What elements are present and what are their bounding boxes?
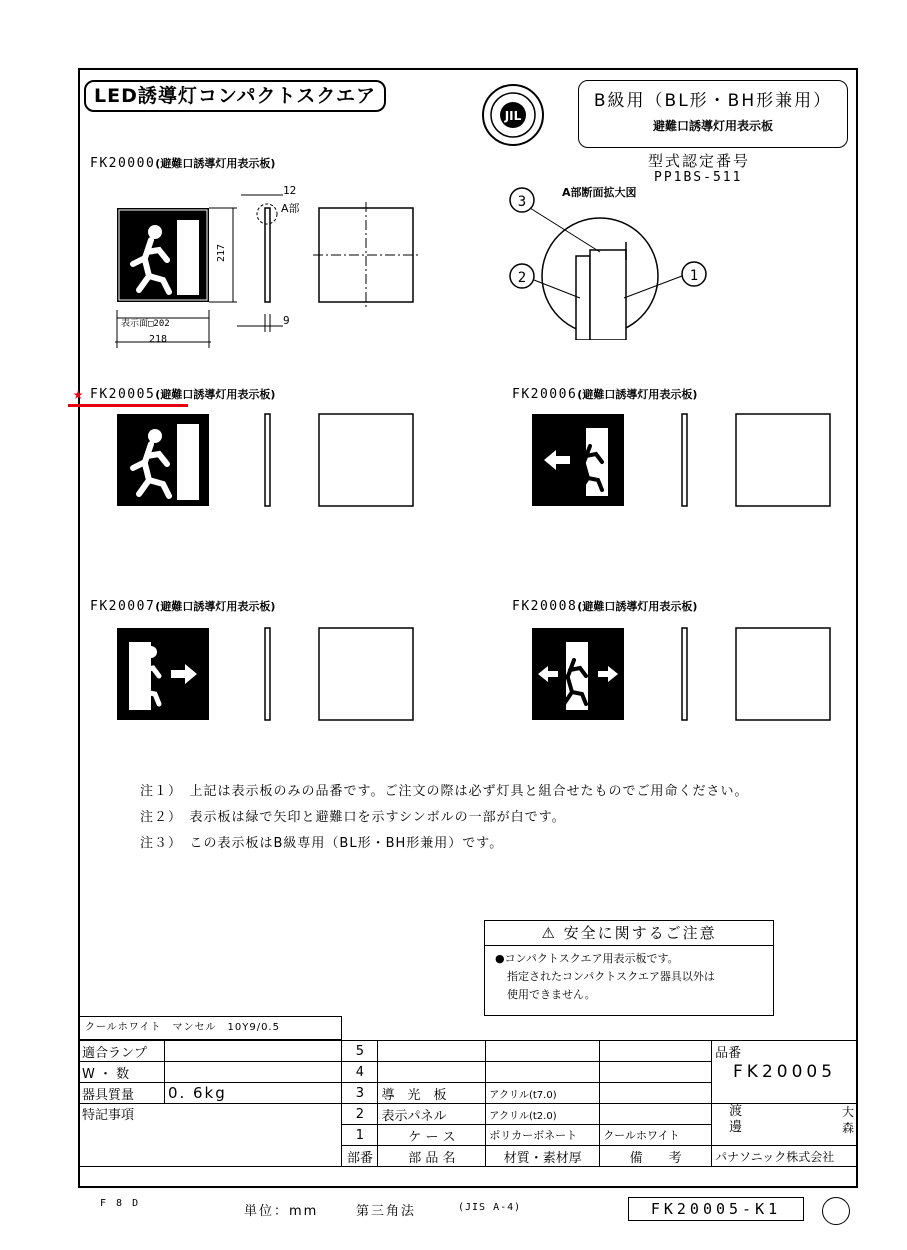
fk20007-label: FK20007(避難口誘導灯用表示板) (90, 599, 276, 614)
part-5-name (378, 1041, 486, 1062)
highlight-star: ★ (73, 384, 84, 404)
cert-number: PP1BS-511 (654, 170, 743, 185)
seal-text: JIL (504, 109, 522, 123)
header-no: 部番 (342, 1146, 378, 1167)
fk20000-label: FK20000(避難口誘導灯用表示板) (90, 156, 276, 171)
certification-seal (478, 80, 548, 150)
part-number: FK20005 (712, 1062, 858, 1104)
part-1-name: ケ ー ス (378, 1125, 486, 1146)
grade-subtext: 避難口誘導灯用表示板 (652, 119, 773, 133)
drawing-number: FK20005-K1 (628, 1197, 804, 1221)
safety-notice (484, 920, 774, 1016)
lamp-label: 適合ランプ (79, 1041, 165, 1062)
dim-202: 表示面□202 (121, 319, 170, 329)
fk20008-drawing (520, 624, 840, 724)
header-material: 材質・素材厚 (486, 1146, 600, 1167)
footer-code: F 8 D (100, 1198, 141, 1209)
part-1-material: ポリカーボネート (486, 1125, 600, 1146)
note-1: 注１） 上記は表示板のみの品番です。ご注文の際は必ず灯具と組合せたものでご用命ください。 (140, 784, 749, 799)
fk20005-drawing (105, 410, 435, 510)
dim-218: 218 (149, 334, 168, 345)
part-2-material: アクリル(t2.0) (486, 1104, 600, 1125)
safety-line-3: 使用できません。 (507, 988, 596, 1001)
safety-heading: ⚠ 安全に関するご注意 (485, 921, 773, 946)
callout-1: 1 (689, 268, 699, 284)
note-3: 注３） この表示板はB級専用（BL形・BH形兼用）です。 (140, 836, 504, 851)
fk20005-label: FK20005(避難口誘導灯用表示板) (90, 387, 276, 402)
part-4-no: 4 (342, 1062, 378, 1083)
part-3-material: アクリル(t7.0) (486, 1083, 600, 1104)
header-name: 部 品 名 (378, 1146, 486, 1167)
dim-217: 217 (216, 243, 227, 262)
title-block-table (78, 1040, 858, 1167)
part-5-no: 5 (342, 1041, 378, 1062)
header-remark: 備 考 (600, 1146, 712, 1167)
watt-label: W ・ 数 (79, 1062, 165, 1083)
part-2-name: 表示パネル (378, 1104, 486, 1125)
dim-9: 9 (283, 314, 290, 327)
dim-a-part: A部 (281, 202, 300, 215)
part-4-name (378, 1062, 486, 1083)
warning-icon: ⚠ (541, 924, 557, 942)
grade-box (578, 80, 848, 148)
part-1-remark: クールホワイト (600, 1125, 712, 1146)
footer-projection: 第三角法 (356, 1204, 417, 1219)
note-2: 注２） 表示板は緑で矢印と避難口を示すシンボルの一部が白です。 (140, 810, 566, 825)
cert-label: 型式認定番号 (648, 152, 751, 170)
fk20006-drawing (520, 410, 840, 510)
part-2-remark (600, 1104, 712, 1125)
product-title: LED誘導灯コンパクトスクエア (84, 80, 386, 112)
approvers: 渡 邊 大 森 (712, 1104, 858, 1146)
part-number-label: 品番 (712, 1041, 858, 1062)
part-3-no: 3 (342, 1083, 378, 1104)
part-5-material (486, 1041, 600, 1062)
part-4-material (486, 1062, 600, 1083)
part-4-remark (600, 1062, 712, 1083)
fk20008-label: FK20008(避難口誘導灯用表示板) (512, 599, 698, 614)
footer-unit: 単位：mm (244, 1204, 319, 1219)
fk20006-label: FK20006(避難口誘導灯用表示板) (512, 387, 698, 402)
safety-line-1: ●コンパクトスクエア用表示板です。 (495, 952, 679, 965)
section-a-detail (500, 180, 730, 340)
safety-line-2: 指定されたコンパクトスクエア器具以外は (507, 970, 715, 983)
special-notes-label: 特記事項 (79, 1104, 342, 1167)
part-3-remark (600, 1083, 712, 1104)
color-note: クールホワイト マンセル 10Y9/0.5 (78, 1016, 342, 1040)
company-name: パナソニック株式会社 (712, 1146, 858, 1167)
part-5-remark (600, 1041, 712, 1062)
highlight-underline (68, 404, 188, 407)
part-2-no: 2 (342, 1104, 378, 1125)
callout-3: 3 (517, 194, 527, 210)
part-1-no: 1 (342, 1125, 378, 1146)
revision-circle (822, 1197, 850, 1225)
footer-standard: (JIS A-4) (458, 1202, 522, 1213)
callout-2: 2 (517, 270, 527, 286)
detail-title: A部断面拡大図 (562, 186, 637, 199)
dim-12: 12 (283, 184, 297, 197)
mass-label: 器具質量 (79, 1083, 165, 1104)
part-3-name: 導 光 板 (378, 1083, 486, 1104)
grade-text: B級用（BL形・BH形兼用） (593, 91, 833, 111)
mass-value: 0. 6kg (164, 1083, 342, 1104)
fk20007-drawing (105, 624, 435, 724)
fk20000-drawing (105, 180, 435, 355)
